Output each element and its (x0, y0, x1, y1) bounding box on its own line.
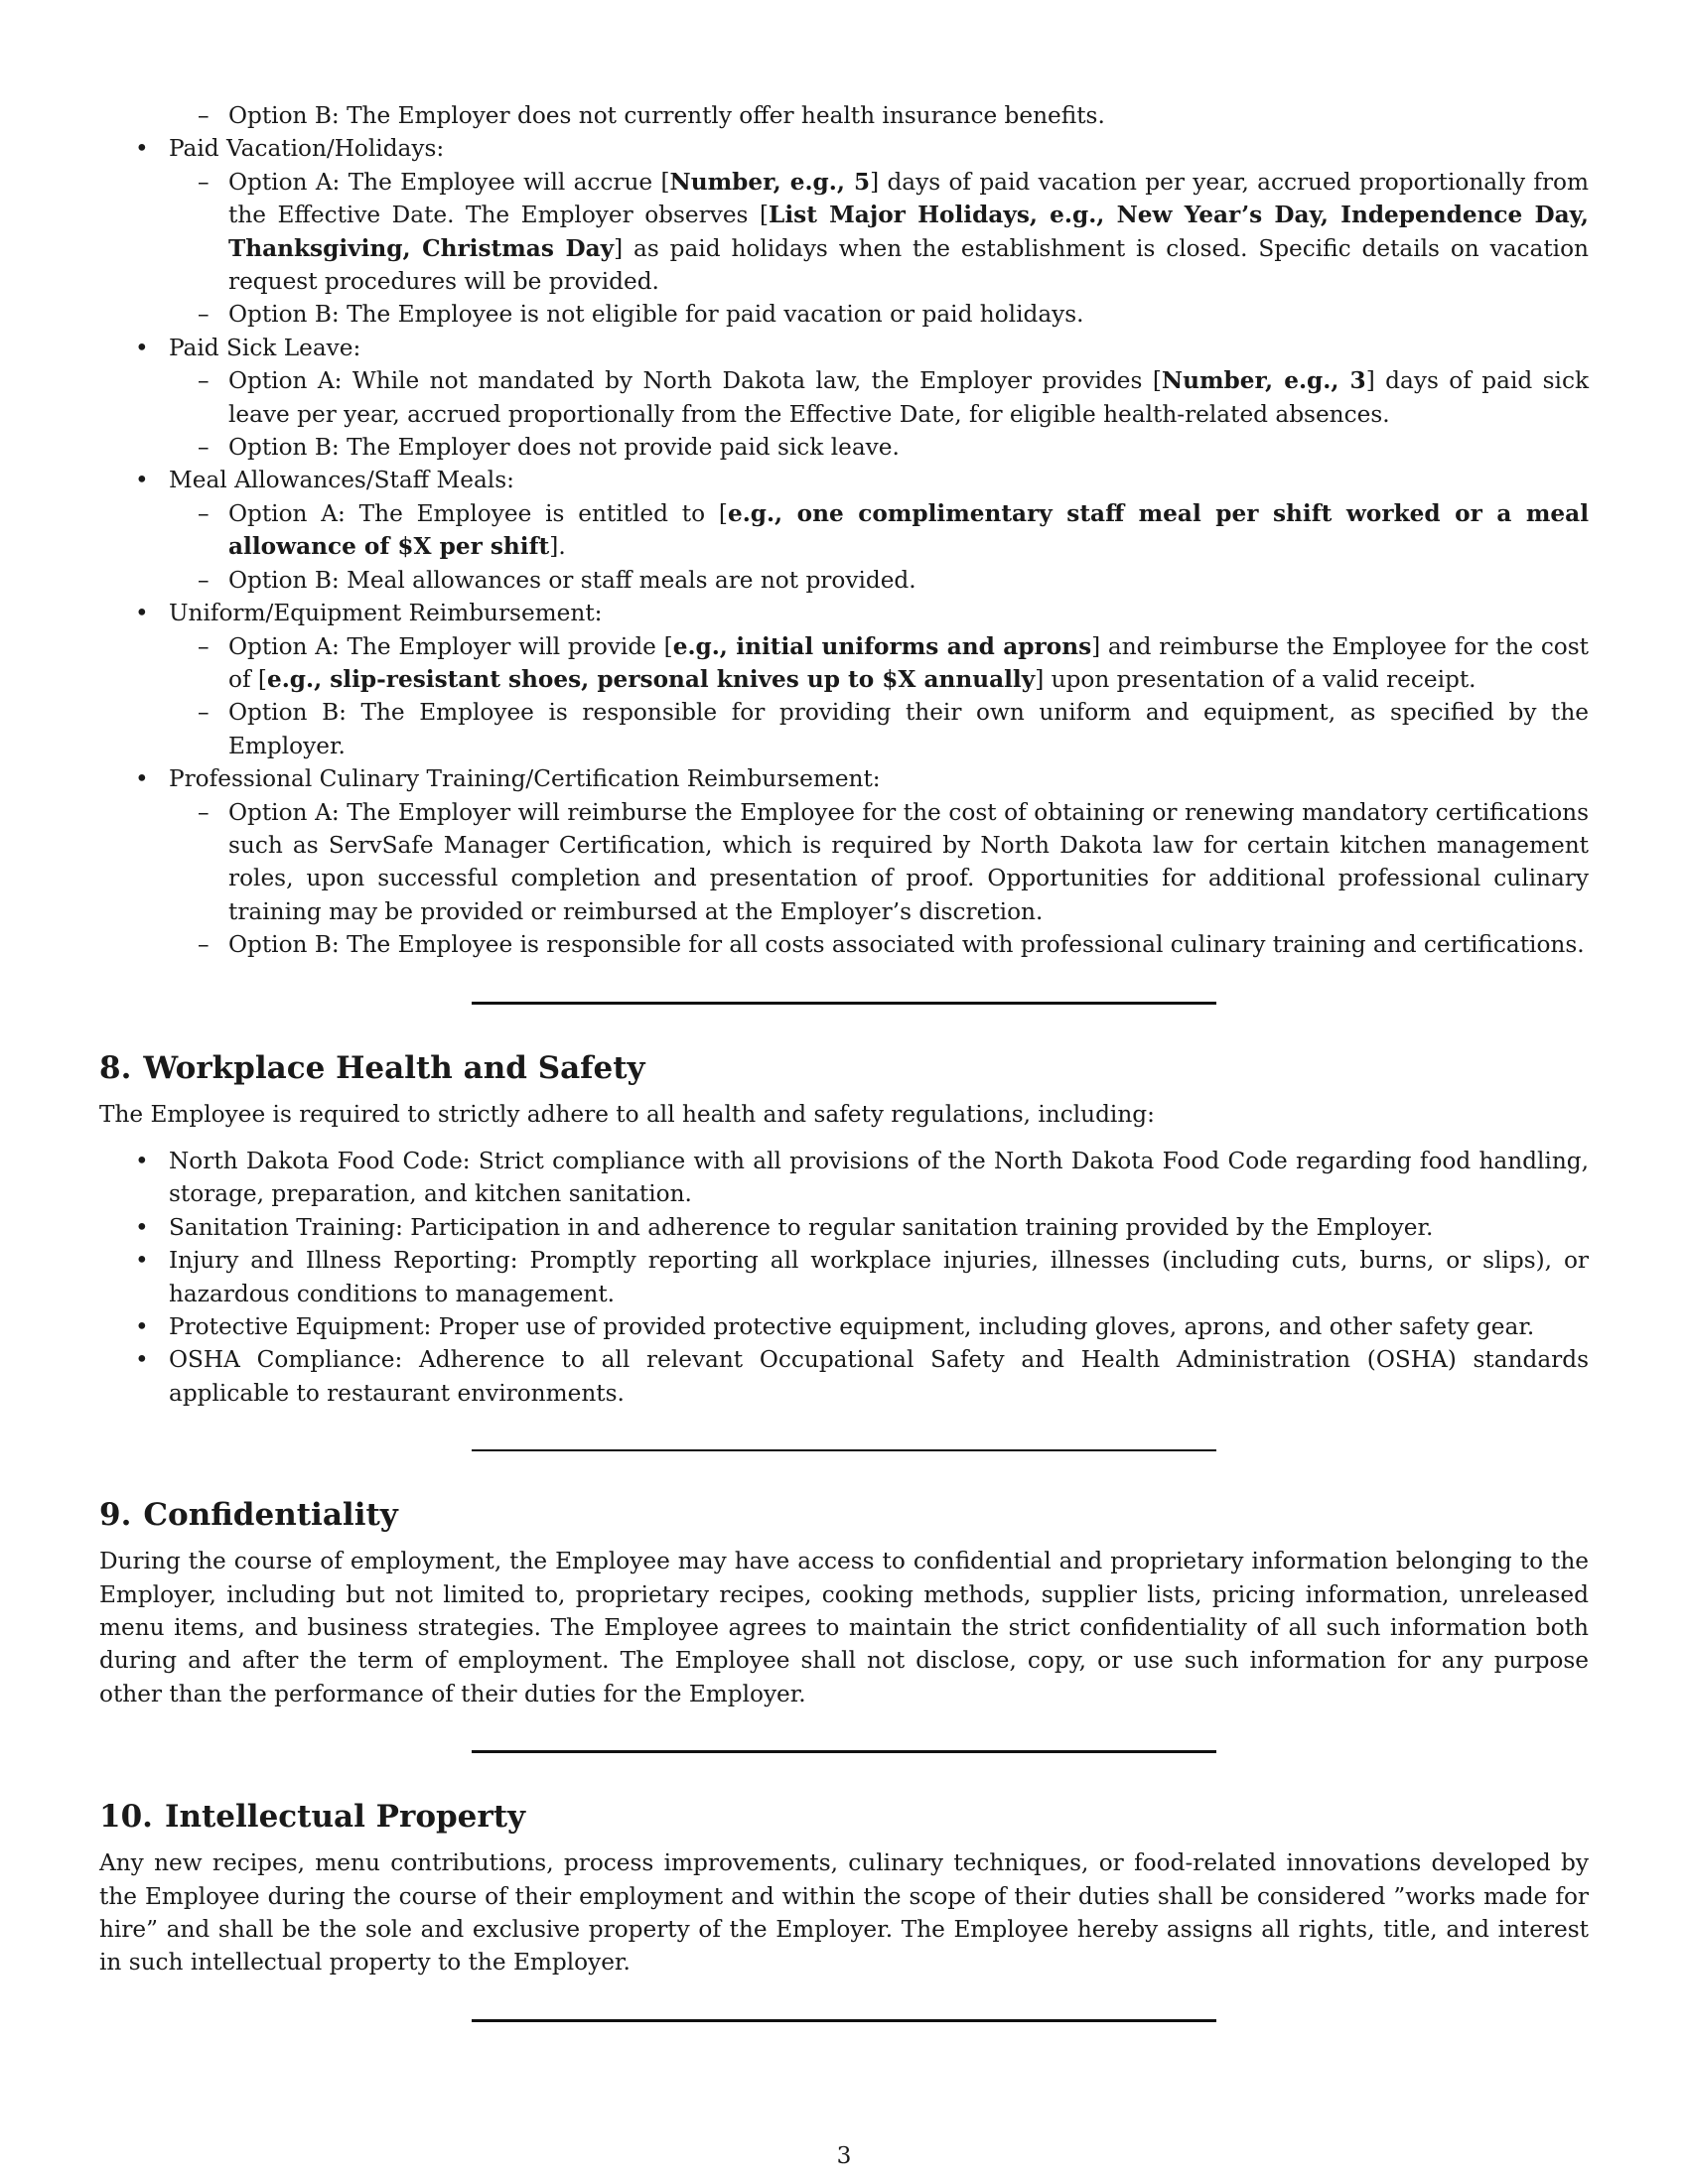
section-title: Confidentiality (143, 1497, 398, 1534)
benefit-uniform (99, 597, 1589, 762)
item-text: Injury and Illness Reporting: Promptly reporting all workplace injuries, illnesses (including cuts, burns, or slips), or hazardous conditions to management. (169, 1247, 1589, 1307)
option-a (169, 166, 1589, 299)
option-text: Option B: Meal allowances or staff meals are not provided. (228, 566, 916, 594)
item-text: OSHA Compliance: Adherence to all relevant Occupational Safety and Health Administration (OSHA) standards applicable to restaurant environments. (169, 1346, 1589, 1407)
section-divider (472, 1750, 1216, 1753)
item-text: Protective Equipment: Proper use of provided protective equipment, including gloves, aprons, and other safety gear. (169, 1313, 1535, 1340)
option-a (169, 796, 1589, 929)
list-item (169, 99, 1589, 132)
option-b (169, 928, 1589, 961)
benefit-label: Uniform/Equipment Reimbursement: (169, 600, 603, 627)
dash-marker: – (198, 102, 210, 129)
benefit-vacation (99, 132, 1589, 331)
option-text: Option B: The Employer does not currently offer health insurance benefits. (228, 102, 1105, 129)
option-a (169, 364, 1589, 431)
option-text: Option A: The Employer will reimburse the Employee for the cost of obtaining or renewing mandatory certifications such as ServSafe Manager Certification, which is required by North Dakota law for certain kitchen management roles, upon successful completion and presentation of proof. Opportunities for additional professional culinary training may be provided or reimbursed at the Employer’s discretion. (228, 798, 1589, 925)
option-text: Option A: The Employee is entitled to [e.g., one complimentary staff meal per shift worked or a meal allowance of $X per shift]. (228, 499, 1589, 561)
bullet-marker: • (135, 765, 149, 793)
option-text: Option A: The Employee will accrue [Number, e.g., 5] days of paid vacation per year, accrued proportionally from the Effective Date. The Employer observes [List Major Holidays, e.g., New Year’s Day, Independence Day, Thanksgiving, Christmas Day] as paid holidays when the establishment is closed. Specific details on vacation request procedures will be provided. (228, 168, 1589, 296)
option-text: Option B: The Employee is responsible for all costs associated with professional culinary training and certifications. (228, 931, 1585, 959)
option-list (169, 497, 1589, 597)
bullet-marker: • (135, 600, 149, 627)
benefit-meals (99, 464, 1589, 597)
dash-marker: – (198, 499, 210, 527)
dash-marker: – (198, 931, 210, 959)
dash-marker: – (198, 632, 210, 660)
section-heading (99, 1495, 1589, 1535)
page-number: 3 (836, 2142, 852, 2169)
dash-marker: – (198, 367, 210, 395)
option-text: Option B: The Employer does not provide paid sick leave. (228, 434, 900, 462)
option-text: Option A: While not mandated by North Dakota law, the Employer provides [Number, e.g., 3] days of paid sick leave per year, accrued proportionally from the Effective Date, for eligible health-related absences. (228, 367, 1589, 428)
list-item (99, 1145, 1589, 1211)
bullet-marker: • (135, 334, 149, 361)
item-text: Sanitation Training: Participation in and adherence to regular sanitation training provided by the Employer. (169, 1213, 1434, 1241)
option-text: Option A: The Employer will provide [e.g., initial uniforms and aprons] and reimburse the Employee for the cost of [e.g., slip-resistant shoes, personal knives up to $X annually] upon presentation of a valid receipt. (228, 632, 1589, 693)
option-b (169, 564, 1589, 597)
option-b (169, 431, 1589, 464)
page-content (99, 99, 1589, 2022)
bullet-marker: • (135, 1313, 149, 1340)
bullet-marker: • (135, 1247, 149, 1275)
section-divider (472, 1002, 1216, 1005)
option-a (169, 497, 1589, 564)
bullet-marker: • (135, 135, 149, 163)
list-item (99, 1310, 1589, 1343)
option-a (169, 630, 1589, 697)
bullet-marker: • (135, 1346, 149, 1374)
section-intro: The Employee is required to strictly adhere to all health and safety regulations, including: (99, 1100, 1155, 1128)
bullet-marker: • (135, 1213, 149, 1241)
benefit-sick-leave (99, 332, 1589, 465)
benefit-label: Paid Sick Leave: (169, 334, 361, 361)
option-b (169, 298, 1589, 331)
section-heading (99, 1048, 1589, 1088)
option-list (169, 630, 1589, 763)
dash-marker: – (198, 566, 210, 594)
dash-marker: – (198, 699, 210, 727)
benefit-training (99, 762, 1589, 961)
continued-sublist (169, 99, 1589, 132)
option-b (169, 696, 1589, 762)
section-heading (99, 1797, 1589, 1837)
item-text: North Dakota Food Code: Strict compliance with all provisions of the North Dakota Food Code regarding food handling, storage, preparation, and kitchen sanitation. (169, 1147, 1589, 1208)
option-list (169, 364, 1589, 464)
option-list (169, 166, 1589, 332)
option-text: Option B: The Employee is responsible for providing their own uniform and equipment, as specified by the Employer. (228, 699, 1589, 759)
dash-marker: – (198, 168, 210, 196)
benefit-label: Paid Vacation/Holidays: (169, 135, 445, 163)
section-number: 9. (99, 1497, 132, 1534)
list-item (99, 1244, 1589, 1310)
bullet-marker: • (135, 1147, 149, 1174)
option-text: Option B: The Employee is not eligible for paid vacation or paid holidays. (228, 301, 1084, 329)
benefits-list (99, 132, 1589, 961)
section-divider (472, 2019, 1216, 2022)
section-number: 10. (99, 1799, 153, 1836)
list-item (99, 1211, 1589, 1244)
dash-marker: – (198, 434, 210, 462)
section-divider (472, 1449, 1216, 1451)
section-body: During the course of employment, the Employee may have access to confidential and proprietary information belonging to the Employer, including but not limited to, proprietary recipes, cooking methods, supplier lists, pricing information, unreleased menu items, and business strategies. The Employee agrees to maintain the strict confidentiality of all such information both during and after the term of employment. The Employee shall not disclose, copy, or use such information for any purpose other than the performance of their duties for the Employer. (99, 1548, 1589, 1707)
dash-marker: – (198, 798, 210, 826)
section-title: Intellectual Property (164, 1799, 526, 1836)
section-number: 8. (99, 1049, 132, 1086)
option-list (169, 796, 1589, 962)
list-item (99, 1343, 1589, 1410)
benefit-label: Professional Culinary Training/Certification Reimbursement: (169, 765, 881, 793)
safety-list (99, 1145, 1589, 1410)
dash-marker: – (198, 301, 210, 329)
benefit-label: Meal Allowances/Staff Meals: (169, 467, 514, 494)
bullet-marker: • (135, 467, 149, 494)
section-title: Workplace Health and Safety (143, 1049, 645, 1086)
section-body: Any new recipes, menu contributions, process improvements, culinary techniques, or food-related innovations developed by the Employee during the course of their employment and within the scope of their duties shall be considered ”works made for hire” and shall be the sole and exclusive property of the Employer. The Employee hereby assigns all rights, title, and interest in such intellectual property to the Employer. (99, 1849, 1589, 1977)
